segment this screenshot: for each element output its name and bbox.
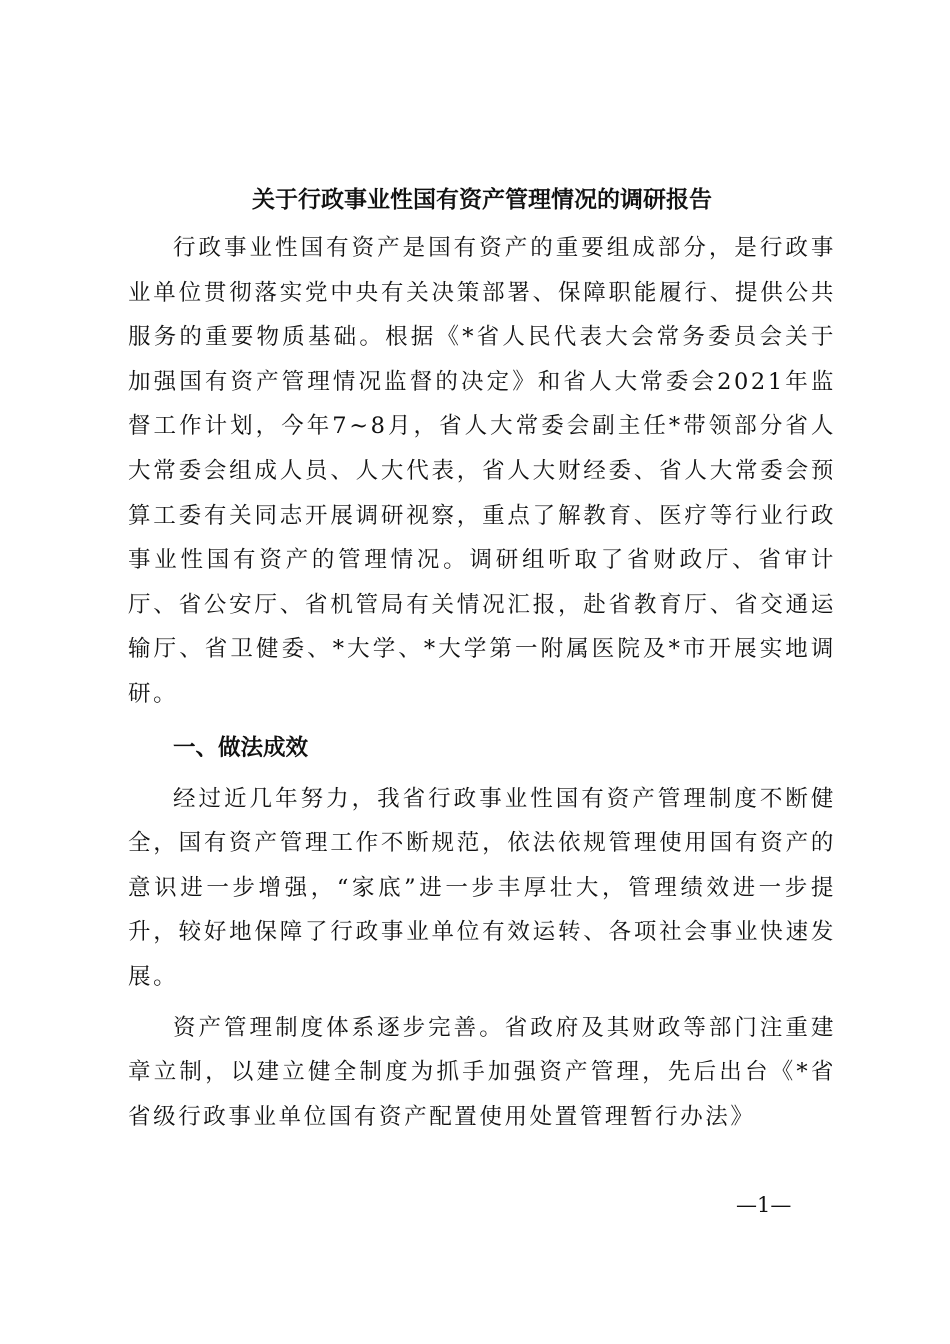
section-heading: 一、做法成效 [173,734,309,761]
intro-paragraph: 行政事业性国有资产是国有资产的重要组成部分，是行政事业单位贯彻落实党中央有关决策部署、保障职能履行、提供公共服务的重要物质基础。根据《*省人民代表大会常务委员会关于加强国有资产管理情况监督的决定》和省人大常委会2021年监督工作计划，今年7~8月，省人大常委会副主任*带领部分省人大常委会组成人员、人大代表，省人大财经委、省人大常委会预算工委有关同志开展调研视察，重点了解教育、医疗等行业行政事业性国有资产的管理情况。调研组听取了省财政厅、省审计厅、省公安厅、省机管局有关情况汇报，赴省教育厅、省交通运输厅、省卫健委、*大学、*大学第一附属医院及*市开展实地调研。 [128,235,836,707]
section-paragraph-1: 经过近几年努力，我省行政事业性国有资产管理制度不断健全，国有资产管理工作不断规范，依法依规管理使用国有资产的意识进一步增强，“家底”进一步丰厚壮大，管理绩效进一步提升，较好地保障了行政事业单位有效运转、各项社会事业快速发展。 [128,785,836,990]
page-number: —1— [736,1193,792,1217]
section-paragraph-2: 资产管理制度体系逐步完善。省政府及其财政等部门注重建章立制，以建立健全制度为抓手加强资产管理，先后出台《*省省级行政事业单位国有资产配置使用处置管理暂行办法》 [128,1014,836,1130]
document-title: 关于行政事业性国有资产管理情况的调研报告 [252,186,712,213]
document-body [128,180,836,1139]
